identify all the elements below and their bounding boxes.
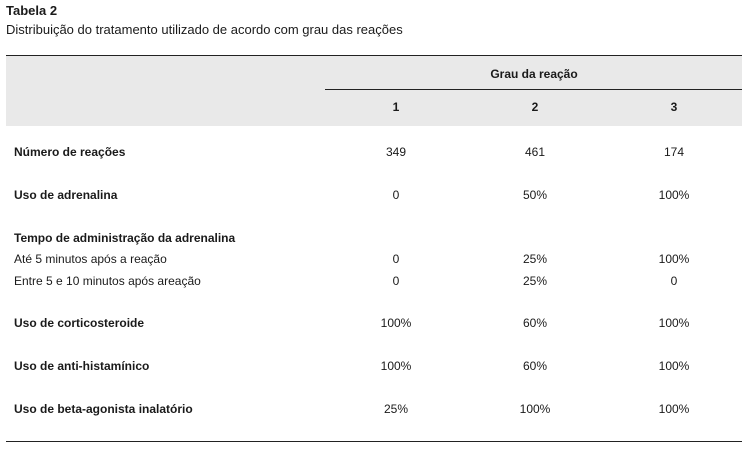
table-cell: 100% <box>380 359 412 373</box>
table-cell: 25% <box>522 252 548 266</box>
column-header-2: 2 <box>531 100 539 114</box>
table-header-band <box>6 55 742 126</box>
row-label: Uso de corticosteroide <box>14 316 145 330</box>
table-cell: 174 <box>663 145 685 159</box>
table-cell: 60% <box>522 316 548 330</box>
table-cell: 0 <box>670 274 678 288</box>
table-cell: 100% <box>380 316 412 330</box>
group-header: Grau da reação <box>490 67 578 81</box>
table-subtitle: Distribuição do tratamento utilizado de acordo com grau das reações <box>6 22 403 37</box>
table-cell: 0 <box>392 274 400 288</box>
table-cell: 100% <box>519 402 551 416</box>
table-cell: 100% <box>658 316 690 330</box>
row-label: Número de reações <box>14 145 126 159</box>
table-cell: 100% <box>658 402 690 416</box>
column-header-1: 1 <box>392 100 400 114</box>
table-cell: 100% <box>658 188 690 202</box>
table-title: Tabela 2 <box>6 3 58 18</box>
table-cell: 349 <box>385 145 407 159</box>
table-cell: 25% <box>383 402 409 416</box>
row-label: Entre 5 e 10 minutos após areação <box>14 274 201 288</box>
table-cell: 461 <box>524 145 546 159</box>
row-label: Uso de beta-agonista inalatório <box>14 402 193 416</box>
column-header-3: 3 <box>670 100 678 114</box>
row-label: Até 5 minutos após a reação <box>14 252 167 266</box>
table-bottom-rule <box>6 441 742 442</box>
table-cell: 50% <box>522 188 548 202</box>
group-header-rule <box>325 89 742 90</box>
table-cell: 100% <box>658 252 690 266</box>
table-cell: 0 <box>392 188 400 202</box>
table-cell: 60% <box>522 359 548 373</box>
row-label: Uso de adrenalina <box>14 188 118 202</box>
table-cell: 100% <box>658 359 690 373</box>
table-cell: 0 <box>392 252 400 266</box>
table-cell: 25% <box>522 274 548 288</box>
row-label: Uso de anti-histamínico <box>14 359 150 373</box>
row-label: Tempo de administração da adrenalina <box>14 231 236 245</box>
